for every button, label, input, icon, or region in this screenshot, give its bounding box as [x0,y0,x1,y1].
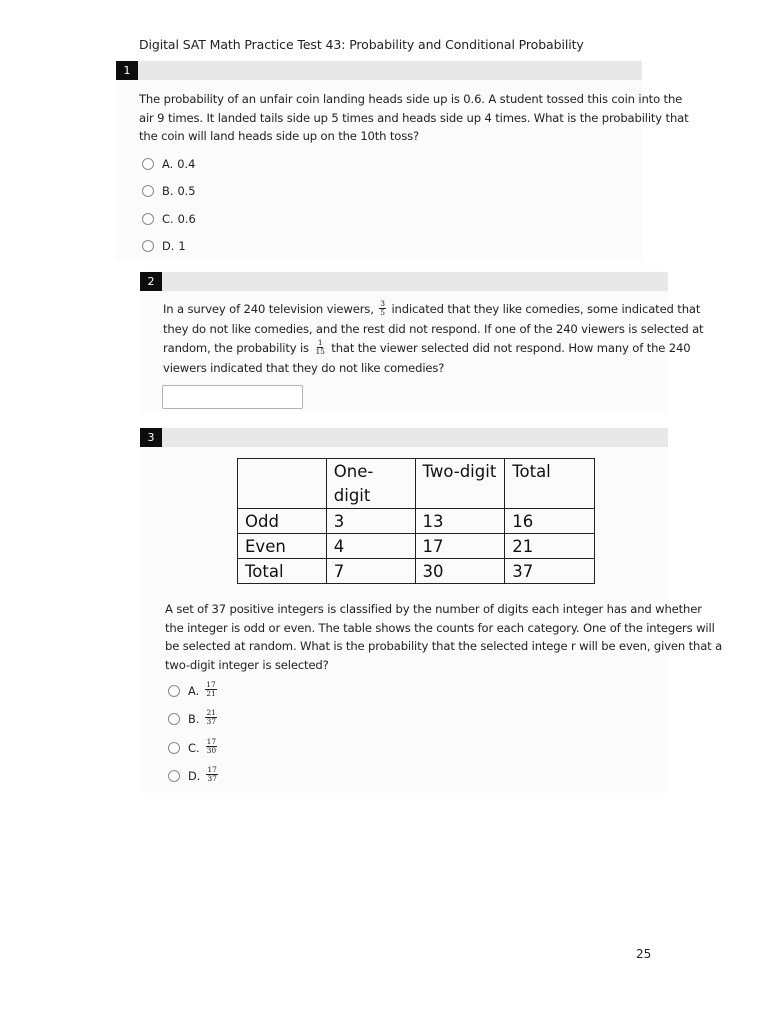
radio-button[interactable] [142,240,154,252]
question-text-fragment: indicated that they like comedies, some indicated that [391,302,701,316]
question-text-fragment: In a survey of 240 television viewers, [163,302,374,316]
q1-option-c[interactable]: C. 0.6 [142,212,196,226]
question-number: 2 [140,272,162,291]
q3-option-d[interactable]: D. $\frac{17}{37}$ [168,767,220,784]
question-2-header [140,272,668,291]
question-2-text [163,300,703,378]
question-text-line: they do not like comedies, and the rest did not respond. If one of the 240 viewers is selected at [163,321,704,336]
table-cell: Total [238,559,327,584]
option-fraction: $\frac{17}{37}$ [207,765,217,783]
question-1-header [116,61,642,80]
question-text-fragment: random, the probability is [163,341,309,355]
table-cell: 21 [505,534,595,559]
page-title: Digital SAT Math Practice Test 43: Probability and Conditional Probability [139,37,584,52]
table-row [238,534,595,559]
option-fraction: $\frac{17}{30}$ [206,737,217,755]
question-text-line: viewers indicated that they do not like comedies? [163,360,445,375]
radio-button[interactable] [142,213,154,225]
option-label: 0.5 [177,184,196,198]
option-label: 1 [178,239,186,253]
table-cell: 16 [505,509,595,534]
q1-option-d[interactable]: D. 1 [142,239,186,253]
option-label: 0.6 [177,212,196,226]
table-header-cell: Two-digit [415,459,505,509]
data-table [237,458,595,584]
table-cell: 3 [326,509,415,534]
page-number: 25 [636,947,652,961]
option-fraction: $\frac{17}{21}$ [206,680,216,698]
fraction: $\frac{1}{15}$ [315,338,325,356]
question-text-line: two-digit integer is selected? [165,657,329,672]
radio-button[interactable] [142,158,154,170]
question-number: 3 [140,428,162,447]
table-header-cell: Total [505,459,595,509]
question-text-fragment: that the viewer selected did not respond. How many of the 240 [331,341,691,355]
radio-button[interactable] [168,770,180,782]
table-cell: Odd [238,509,327,534]
table-header-cell: One-digit [326,459,415,509]
table-cell: 30 [415,559,505,584]
table-cell: 13 [415,509,505,534]
q1-option-b[interactable]: B. 0.5 [142,184,196,198]
table-cell: 17 [415,534,505,559]
question-text-line: A set of 37 positive integers is classified by the number of digits each integer has and whether [165,602,702,616]
radio-button[interactable] [168,742,180,754]
q3-option-b[interactable]: B. $\frac{21}{37}$ [168,710,219,727]
table-header-row [238,459,595,509]
option-fraction: $\frac{21}{37}$ [206,708,216,726]
table-header-cell [238,459,327,509]
radio-button[interactable] [168,713,180,725]
option-label: 0.4 [177,157,196,171]
table-row [238,559,595,584]
answer-input[interactable] [162,385,303,409]
table-cell: Even [238,534,327,559]
q1-option-a[interactable]: A. 0.4 [142,157,195,171]
radio-button[interactable] [168,685,180,697]
question-text-line: the integer is odd or even. The table shows the counts for each category. One of the integers will [165,620,715,635]
table-cell: 37 [505,559,595,584]
question-3-header [140,428,668,447]
question-text-line: be selected at random. What is the probability that the selected intege r will be even, given that a [165,639,723,653]
question-number: 1 [116,61,138,80]
question-1-text [139,90,689,146]
q3-option-c[interactable]: C. $\frac{17}{30}$ [168,739,219,756]
question-text-line: The probability of an unfair coin landing heads side up is 0.6. A student tossed this coin into the [139,92,683,106]
q3-option-a[interactable]: A. $\frac{17}{21}$ [168,682,219,699]
table-row [238,509,595,534]
radio-button[interactable] [142,185,154,197]
question-text-line: the coin will land heads side up on the 10th toss? [139,129,420,143]
table-cell: 7 [326,559,415,584]
fraction: $\frac{3}{5}$ [380,299,385,317]
question-text-line: air 9 times. It landed tails side up 5 times and heads side up 4 times. What is the probability that [139,110,689,125]
table-cell: 4 [326,534,415,559]
question-3-text [165,600,722,674]
